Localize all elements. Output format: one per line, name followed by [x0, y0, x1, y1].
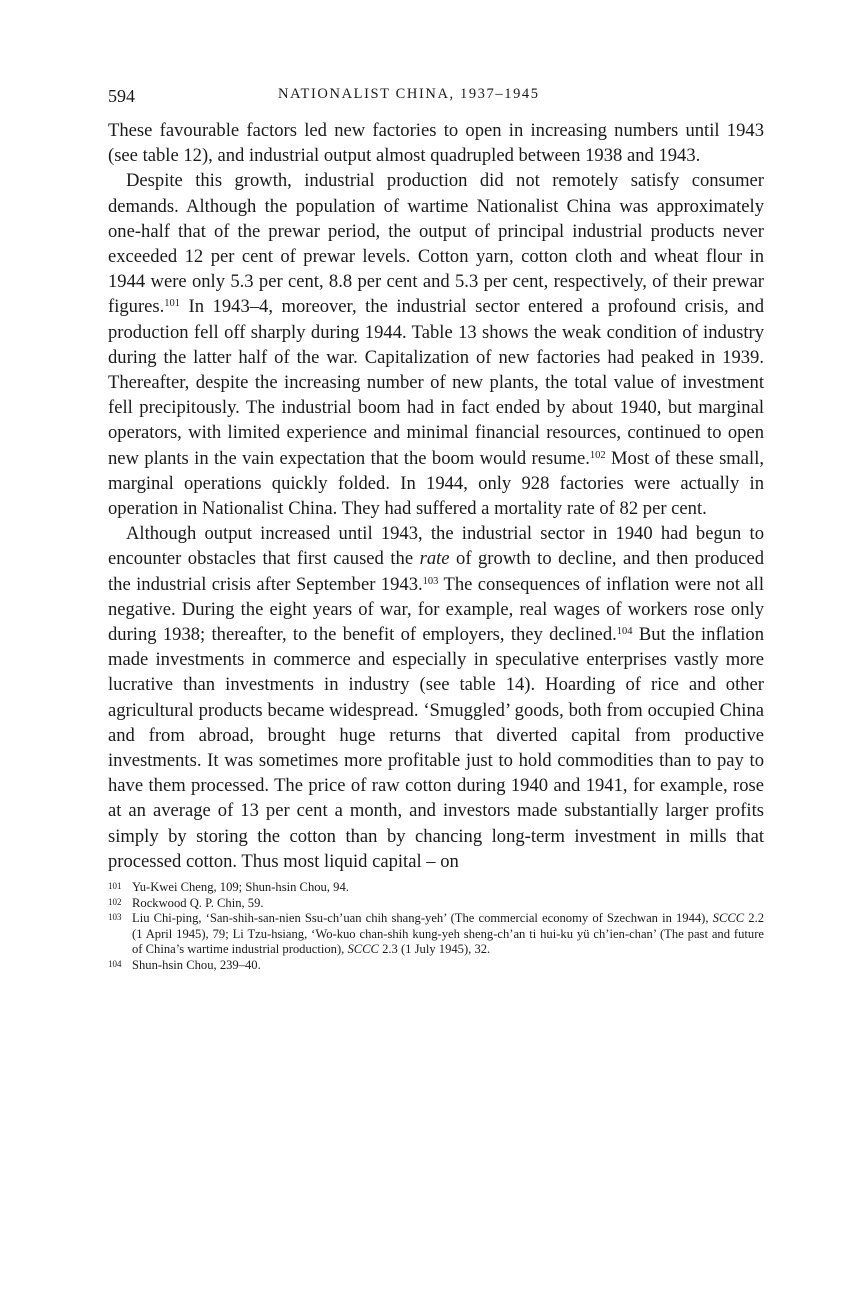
footnote: 101 Yu-Kwei Cheng, 109; Shun-hsin Chou, 94. [108, 880, 349, 895]
body-text [108, 118, 764, 874]
footnote: 102 Rockwood Q. P. Chin, 59. [108, 895, 264, 910]
footnote-number: 102 [108, 896, 122, 907]
footnote-number: 101 [108, 881, 122, 892]
page-number: 594 [108, 86, 135, 106]
emphasis: rate [419, 548, 450, 570]
paragraph: These favourable factors led new factories to open in increasing numbers until 1943 (see table 12), and industrial output almost quadrupled between 1938 and 1943. [108, 120, 764, 167]
footnote-ref[interactable]: 102 [589, 449, 606, 461]
running-head: NATIONALIST CHINA, 1937–1945 [278, 86, 540, 102]
journal-abbrev: SCCC [712, 911, 745, 926]
footnotes [108, 880, 764, 974]
footnote-ref[interactable]: 104 [616, 626, 633, 638]
page-header [108, 86, 764, 118]
book-page [108, 86, 764, 974]
footnote: 103 Liu Chi-ping, ‘San-shih-san-nien Ssu-ch’uan chih shang-yeh’ (The commercial economy of Szechwan in 1944), SCCC 2.2 (1 April 1945), 79; Li Tzu-hsiang, ‘Wo-kuo chan-shih kung-yeh sheng-ch’an ti hui-ku yü ch’ien-chan’ (The past and future of China’s wartime industrial production), SCCC 2.3 (1 July 1945), 32. [108, 911, 765, 957]
footnote-ref[interactable]: 101 [164, 298, 181, 310]
paragraph: Despite this growth, industrial production did not remotely satisfy consumer demands. Although the population of wartime Nationalist China was approximately one-half that of the prewar period, the output of principal industrial products never exceeded 12 per cent of prewar levels. Cotton yarn, cotton cloth and wheat flour in 1944 were only 5.3 per cent, 8.8 per cent and 5.3 per cent, respectively, of their prewar figures.$^{101}$ In 1943–4, moreover, the industrial sector entered a profound crisis, and production fell off sharply during 1944. Table 13 shows the weak condition of industry during the latter half of the war. Capitalization of new factories had peaked in 1939. Thereafter, despite the increasing number of new plants, the total value of investment fell precipitously. The industrial boom had in fact ended by about 1940, but marginal operators, with limited experience and minimal financial resources, continued to open new plants in the vain expectation that the boom would resume.$^{102}$ Most of these small, marginal operations quickly folded. In 1944, only 928 factories were actually in operation in Nationalist China. They had suffered a mortality rate of 82 per cent. [108, 170, 765, 520]
journal-abbrev: SCCC [347, 942, 379, 957]
footnote-ref[interactable]: 103 [422, 575, 439, 587]
footnote-number: 104 [108, 959, 122, 970]
paragraph: Although output increased until 1943, the industrial sector in 1940 had begun to encounter obstacles that first caused the rate of growth to decline, and then produced the industrial crisis after September 1943.$^{103}$ The consequences of inflation were not all negative. During the eight years of war, for example, real wages of workers rose only during 1938; thereafter, to the benefit of employers, they declined.$^{104}$ But the inflation made investments in commerce and especially in speculative enterprises vastly more lucrative than investments in industry (see table 14). Hoarding of rice and other agricultural products became widespread. ‘Smuggled’ goods, both from occupied China and from abroad, brought huge returns that diverted capital from productive investments. It was sometimes more profitable just to hold commodities than to pay to have them processed. The price of raw cotton during 1940 and 1941, for example, rose at an average of 13 per cent a month, and investors made substantially larger profits simply by storing the cotton than by chancing long-term investment in mills that processed cotton. Thus most liquid capital – on [108, 523, 764, 872]
footnote: 104 Shun-hsin Chou, 239–40. [108, 958, 261, 973]
footnote-number: 103 [108, 912, 122, 923]
